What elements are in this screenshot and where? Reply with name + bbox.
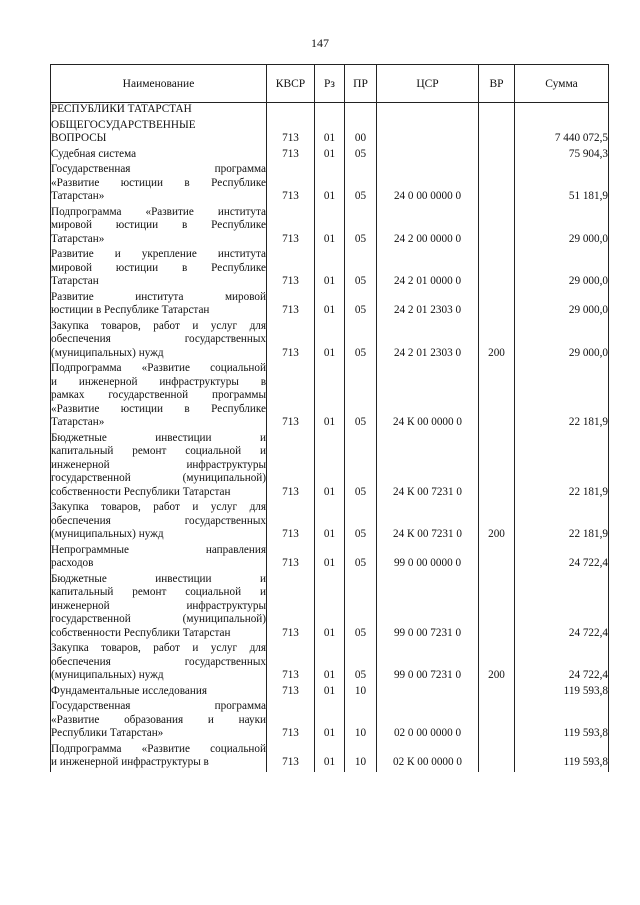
row-name [51, 163, 267, 206]
row-name-line: ОБЩЕГОСУДАРСТВЕННЫЕ [51, 118, 196, 131]
row-name-line: юстиции в Республике Татарстан [51, 304, 210, 316]
row-name-line: (муниципальных) нужд [51, 528, 164, 540]
row-vr: 200 [479, 642, 515, 685]
row-sum: 119 593,8 [515, 700, 609, 743]
row-rz: 01 [315, 573, 345, 643]
row-name-line: Непрограммные направления [51, 543, 266, 556]
row-sum [515, 103, 609, 119]
page-number: 147 [311, 36, 329, 50]
row-name [51, 743, 267, 772]
row-name-line: ВОПРОСЫ [51, 132, 107, 144]
row-name [51, 642, 267, 685]
row-name-line: обеспечения государственных [51, 514, 266, 527]
row-name-line: Бюджетные инвестиции и [51, 431, 266, 444]
table-row [51, 743, 609, 772]
row-vr [479, 432, 515, 502]
row-rz: 01 [315, 119, 345, 148]
row-sum: 75 904,3 [515, 148, 609, 164]
row-name-line: обеспечения государственных [51, 333, 266, 345]
row-vr [479, 291, 515, 320]
row-name-line: рамках государственной программы [51, 389, 266, 401]
row-kvsr: 713 [267, 501, 315, 544]
column-header-kvsr: КВСР [267, 65, 315, 103]
row-sum: 24 722,4 [515, 642, 609, 685]
row-name-line: Татарстан» [51, 190, 105, 202]
row-rz: 01 [315, 163, 345, 206]
table-row [51, 163, 609, 206]
row-kvsr: 713 [267, 362, 315, 432]
row-rz: 01 [315, 544, 345, 573]
row-pr: 05 [345, 320, 377, 363]
column-header-pr: ПР [345, 65, 377, 103]
row-name-line: капитальный ремонт социальной и [51, 586, 266, 598]
row-name [51, 700, 267, 743]
row-name-line: Развитие института мировой [51, 290, 266, 303]
row-csr [377, 685, 479, 701]
row-sum: 24 722,4 [515, 573, 609, 643]
row-sum: 22 181,9 [515, 501, 609, 544]
row-kvsr: 713 [267, 642, 315, 685]
row-rz: 01 [315, 700, 345, 743]
row-vr [479, 743, 515, 772]
row-kvsr: 713 [267, 573, 315, 643]
row-pr: 05 [345, 501, 377, 544]
table-row [51, 501, 609, 544]
row-sum: 119 593,8 [515, 685, 609, 701]
row-pr: 05 [345, 163, 377, 206]
row-csr: 24 2 01 2303 0 [377, 320, 479, 363]
row-pr: 05 [345, 544, 377, 573]
table-body [51, 103, 609, 772]
row-csr: 99 0 00 7231 0 [377, 573, 479, 643]
row-name-line: государственной (муниципальной) [51, 472, 266, 484]
row-vr [479, 362, 515, 432]
row-vr [479, 248, 515, 291]
table-row [51, 248, 609, 291]
table-row [51, 685, 609, 701]
row-name-line: расходов [51, 557, 94, 569]
row-name-line: «Развитие юстиции в Республике [51, 176, 266, 189]
row-name-line: Бюджетные инвестиции и [51, 572, 266, 585]
row-name [51, 206, 267, 249]
row-sum: 29 000,0 [515, 291, 609, 320]
row-rz: 01 [315, 206, 345, 249]
row-rz: 01 [315, 248, 345, 291]
table-row [51, 544, 609, 573]
row-name-line: Закупка товаров, работ и услуг для [51, 501, 266, 513]
row-name-line: Закупка товаров, работ и услуг для [51, 642, 266, 654]
row-name-line: «Развитие юстиции в Республике [51, 402, 266, 415]
row-pr: 00 [345, 119, 377, 148]
row-name-line: «Развитие образования и науки [51, 713, 266, 726]
table-row [51, 320, 609, 363]
row-pr [345, 103, 377, 119]
row-name [51, 291, 267, 320]
row-sum: 29 000,0 [515, 320, 609, 363]
row-name-line: Татарстан» [51, 416, 105, 428]
row-csr: 24 2 00 0000 0 [377, 206, 479, 249]
row-rz: 01 [315, 743, 345, 772]
row-rz: 01 [315, 432, 345, 502]
row-vr [479, 119, 515, 148]
row-vr [479, 544, 515, 573]
row-vr [479, 573, 515, 643]
row-kvsr: 713 [267, 685, 315, 701]
row-name [51, 103, 267, 119]
row-name [51, 320, 267, 363]
row-pr: 10 [345, 685, 377, 701]
row-vr [479, 700, 515, 743]
row-csr: 02 К 00 0000 0 [377, 743, 479, 772]
row-csr [377, 103, 479, 119]
row-sum: 22 181,9 [515, 362, 609, 432]
row-rz: 01 [315, 362, 345, 432]
row-kvsr: 713 [267, 743, 315, 772]
row-rz: 01 [315, 291, 345, 320]
row-sum: 119 593,8 [515, 743, 609, 772]
row-rz: 01 [315, 320, 345, 363]
row-name [51, 685, 267, 701]
row-pr: 05 [345, 432, 377, 502]
row-kvsr: 713 [267, 148, 315, 164]
row-sum: 29 000,0 [515, 248, 609, 291]
row-sum: 7 440 072,5 [515, 119, 609, 148]
row-name-line: государственной (муниципальной) [51, 613, 266, 625]
column-header-rz: Рз [315, 65, 345, 103]
row-kvsr: 713 [267, 432, 315, 502]
table-row [51, 700, 609, 743]
row-name-line: Подпрограмма «Развитие института [51, 205, 266, 218]
column-header-sum: Сумма [515, 65, 609, 103]
row-sum: 24 722,4 [515, 544, 609, 573]
row-rz: 01 [315, 642, 345, 685]
row-name-line: обеспечения государственных [51, 655, 266, 668]
row-rz: 01 [315, 685, 345, 701]
row-csr: 99 0 00 7231 0 [377, 642, 479, 685]
row-name [51, 544, 267, 573]
row-name-line: Фундаментальные исследования [51, 684, 207, 697]
row-vr [479, 685, 515, 701]
table-row [51, 119, 609, 148]
row-name-line: Республики Татарстан» [51, 727, 164, 739]
table-row [51, 103, 609, 119]
budget-table [50, 64, 609, 772]
row-name [51, 573, 267, 643]
row-name-line: собственности Республики Татарстан [51, 626, 231, 639]
row-pr: 05 [345, 248, 377, 291]
row-vr: 200 [479, 320, 515, 363]
row-kvsr: 713 [267, 163, 315, 206]
row-vr [479, 163, 515, 206]
table-row [51, 432, 609, 502]
row-name-line: Татарстан» [51, 232, 105, 245]
row-name-line: Подпрограмма «Развитие социальной [51, 362, 266, 374]
row-name-line: капитальный ремонт социальной и [51, 445, 266, 457]
row-name-line: инженерной инфраструктуры [51, 458, 266, 471]
row-vr [479, 206, 515, 249]
row-csr: 24 К 00 7231 0 [377, 432, 479, 502]
row-name-line: Подпрограмма «Развитие социальной [51, 742, 266, 755]
row-kvsr: 713 [267, 291, 315, 320]
column-header-csr: ЦСР [377, 65, 479, 103]
row-name [51, 119, 267, 148]
row-name-line: мировой юстиции в Республике [51, 261, 266, 274]
table-row [51, 573, 609, 643]
row-name-line: Государственная программа [51, 163, 266, 175]
row-sum: 29 000,0 [515, 206, 609, 249]
row-kvsr: 713 [267, 206, 315, 249]
row-name [51, 148, 267, 164]
row-name-line: Государственная программа [51, 700, 266, 712]
row-rz: 01 [315, 501, 345, 544]
row-kvsr: 713 [267, 700, 315, 743]
row-vr [479, 103, 515, 119]
row-name-line: собственности Республики Татарстан [51, 485, 231, 498]
row-csr: 24 К 00 0000 0 [377, 362, 479, 432]
row-csr: 24 0 00 0000 0 [377, 163, 479, 206]
row-pr: 05 [345, 148, 377, 164]
row-name-line: и инженерной инфраструктуры в [51, 375, 266, 388]
row-sum: 51 181,9 [515, 163, 609, 206]
column-header-name: Наименование [51, 65, 267, 103]
row-csr [377, 148, 479, 164]
row-kvsr: 713 [267, 119, 315, 148]
row-pr: 05 [345, 206, 377, 249]
row-name-line: Татарстан [51, 275, 99, 287]
row-name-line: инженерной инфраструктуры [51, 599, 266, 612]
row-kvsr: 713 [267, 320, 315, 363]
row-name [51, 248, 267, 291]
row-pr: 05 [345, 642, 377, 685]
table-row [51, 148, 609, 164]
row-name [51, 432, 267, 502]
row-csr: 24 2 01 0000 0 [377, 248, 479, 291]
row-name-line: (муниципальных) нужд [51, 669, 164, 681]
row-name-line: Закупка товаров, работ и услуг для [51, 319, 266, 332]
row-sum: 22 181,9 [515, 432, 609, 502]
row-name-line: Развитие и укрепление института [51, 248, 266, 260]
row-pr: 05 [345, 573, 377, 643]
row-pr: 10 [345, 700, 377, 743]
row-kvsr: 713 [267, 248, 315, 291]
row-name-line: Судебная система [51, 147, 137, 160]
table-header-row [51, 65, 609, 103]
row-name-line: и инженерной инфраструктуры в [51, 756, 209, 768]
row-name [51, 501, 267, 544]
table-row [51, 206, 609, 249]
row-rz: 01 [315, 148, 345, 164]
row-name-line: (муниципальных) нужд [51, 346, 164, 359]
column-header-vr: ВР [479, 65, 515, 103]
row-name-line: мировой юстиции в Республике [51, 219, 266, 231]
row-pr: 05 [345, 291, 377, 320]
row-csr [377, 119, 479, 148]
row-csr: 02 0 00 0000 0 [377, 700, 479, 743]
row-name [51, 362, 267, 432]
row-csr: 24 2 01 2303 0 [377, 291, 479, 320]
table-row [51, 362, 609, 432]
row-vr [479, 148, 515, 164]
row-csr: 99 0 00 0000 0 [377, 544, 479, 573]
row-kvsr: 713 [267, 544, 315, 573]
row-vr: 200 [479, 501, 515, 544]
row-name-line: РЕСПУБЛИКИ ТАТАРСТАН [51, 103, 192, 115]
row-pr: 05 [345, 362, 377, 432]
table-row [51, 291, 609, 320]
row-rz [315, 103, 345, 119]
row-pr: 10 [345, 743, 377, 772]
row-csr: 24 К 00 7231 0 [377, 501, 479, 544]
table-row [51, 642, 609, 685]
row-kvsr [267, 103, 315, 119]
